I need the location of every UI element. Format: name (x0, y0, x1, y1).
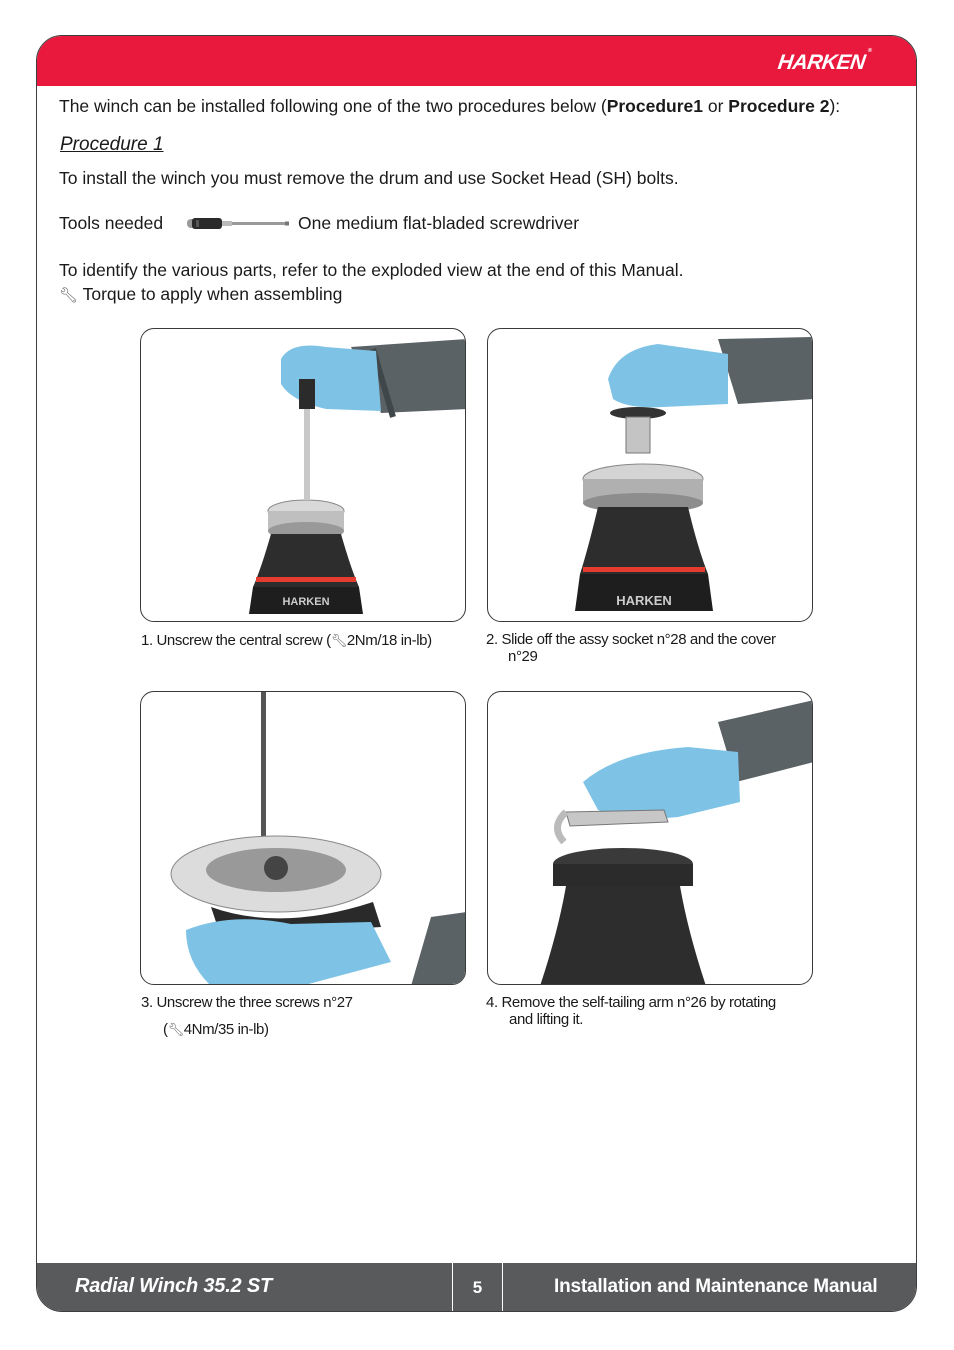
winch-screwdriver-image (141, 329, 466, 622)
wrench-icon: 🔧︎ (59, 287, 79, 304)
photo-step-2 (487, 328, 813, 622)
tools-label: Tools needed (59, 213, 164, 233)
caption-step-3: 3. Unscrew the three screws n°27 (🔧︎4Nm/35 in-lb) (141, 994, 353, 1038)
torque-note: 🔧︎ Torque to apply when assembling (59, 284, 343, 304)
identify-instruction: To identify the various parts, refer to the exploded view at the end of this Manual. (59, 260, 684, 280)
tool-description: One medium flat-bladed screwdriver (298, 213, 580, 233)
install-instruction: To install the winch you must remove the drum and use Socket Head (SH) bolts. (59, 168, 679, 188)
header-bar (37, 36, 916, 86)
caption-step-4: 4. Remove the self-tailing arm n°26 by rotating and lifting it. (486, 994, 776, 1028)
photo-step-1 (140, 328, 466, 622)
screwdriver-icon (186, 216, 290, 231)
harken-logo: HARKEN® (776, 48, 873, 74)
manual-title: Installation and Maintenance Manual (554, 1276, 878, 1297)
footer-bar (37, 1263, 916, 1311)
product-title: Radial Winch 35.2 ST (75, 1275, 272, 1297)
winch-cover-removal-image (488, 329, 813, 622)
svg-text:HARKEN: HARKEN (616, 593, 672, 608)
intro-paragraph: The winch can be installed following one of the two procedures below (Procedure1 or Procedure 2): (59, 96, 841, 116)
wrench-icon: 🔧︎ (167, 1022, 184, 1037)
caption-step-2: 2. Slide off the assy socket n°28 and the cover n°29 (486, 631, 776, 665)
svg-text:HARKEN: HARKEN (282, 596, 330, 608)
procedure-heading: Procedure 1 (60, 134, 164, 155)
winch-drum-screws-image (141, 692, 466, 985)
photo-step-3 (140, 691, 466, 985)
photo-step-4 (487, 691, 813, 985)
caption-step-1: 1. Unscrew the central screw (🔧︎2Nm/18 in-lb) (141, 632, 432, 649)
winch-arm-removal-image (488, 692, 813, 985)
wrench-icon: 🔧︎ (330, 633, 347, 648)
page-number: 5 (452, 1263, 503, 1311)
